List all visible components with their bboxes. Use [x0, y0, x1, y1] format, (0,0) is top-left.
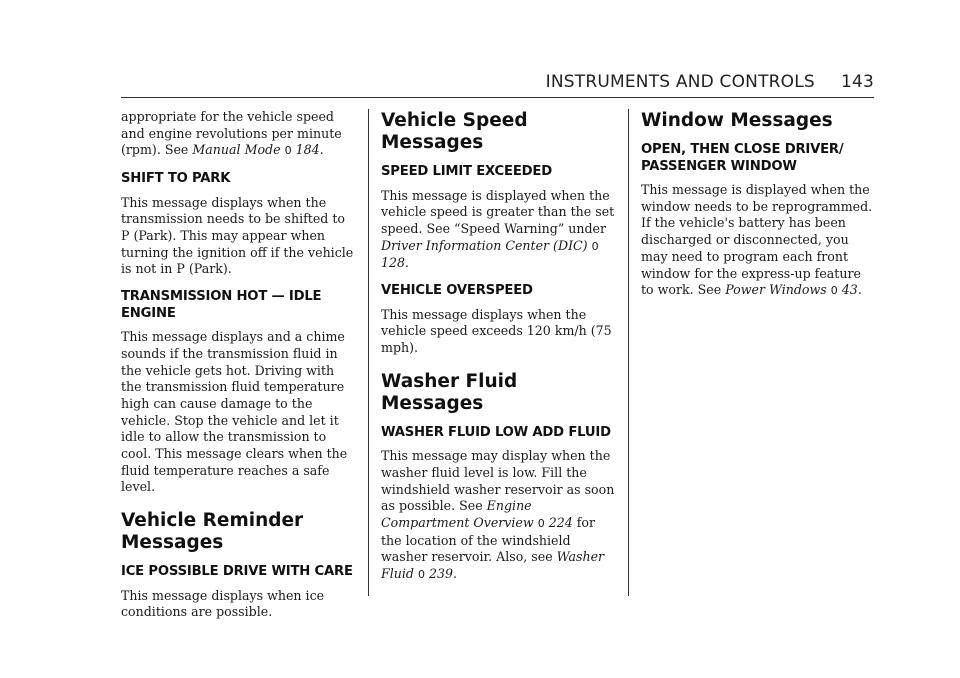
page-ref[interactable]: 224	[548, 514, 573, 530]
page-ref-arrow-icon: 0	[417, 568, 425, 582]
column-1	[121, 109, 357, 632]
shift-to-park-heading: SHIFT TO PARK	[121, 171, 231, 187]
washer-fluid-body: This message may display when the washer fluid level is low. Fill the windshield washer reservoir as soon as possible. See Engine Compartment Overview 0 224 for the location of the windshield washer reservoir. Also, see Washer Fluid 0 239.	[381, 448, 615, 582]
transmission-hot-body: This message displays and a chime sounds if the transmission fluid in the vehicle gets hot. Driving with the transmission fluid temperature high can cause damage to the vehicle. Stop the vehicle and let it idle to allow the transmission to cool. This message clears when the fluid temperature reaches a safe level.	[121, 329, 348, 495]
vehicle-overspeed-heading: VEHICLE OVERSPEED	[381, 283, 533, 299]
page-ref[interactable]: 184	[295, 142, 320, 158]
shift-to-park-body: This message displays when the transmission needs to be shifted to P (Park). This may appear when turning the ignition off if the vehicle is not in P (Park).	[121, 194, 354, 277]
page-ref[interactable]: 43	[841, 282, 858, 298]
page-header	[546, 72, 874, 92]
window-messages-title: Window Messages	[641, 110, 833, 131]
washer-fluid-link[interactable]: Washer Fluid	[381, 549, 605, 582]
transmission-hot-heading: TRANSMISSION HOT — IDLE ENGINE	[121, 289, 322, 321]
page-ref[interactable]: 239	[429, 566, 454, 582]
page-ref-arrow-icon: 0	[591, 239, 599, 253]
speed-limit-body: This message is displayed when the vehicle speed is greater than the set speed. See “Speed Warning” under Driver Information Center (DIC) 0 128.	[381, 187, 615, 271]
dic-link[interactable]: Driver Information Center (DIC)	[381, 237, 588, 253]
engine-compartment-link[interactable]: Engine Compartment Overview	[381, 498, 534, 530]
washer-fluid-title: Washer Fluid Messages	[381, 370, 518, 414]
vehicle-overspeed-body: This message displays when the vehicle speed exceeds 120 km/h (75 mph).	[381, 306, 612, 355]
open-close-window-heading: OPEN, THEN CLOSE DRIVER/ PASSENGER WINDOW	[641, 142, 844, 174]
ice-possible-body: This message displays when ice conditions are possible.	[121, 587, 325, 620]
section-title: INSTRUMENTS AND CONTROLS	[545, 72, 815, 92]
ice-possible-heading: ICE POSSIBLE DRIVE WITH CARE	[121, 564, 353, 580]
manual-mode-link[interactable]: Manual Mode	[192, 142, 281, 158]
page-ref[interactable]: 128	[381, 255, 406, 271]
column-3	[641, 109, 877, 311]
vehicle-speed-title: Vehicle Speed Messages	[381, 110, 528, 153]
header-rule	[121, 97, 874, 98]
page-ref-arrow-icon: 0	[830, 284, 838, 298]
column-divider	[628, 109, 629, 596]
vehicle-reminder-title: Vehicle Reminder Messages	[121, 510, 304, 554]
page-ref-arrow-icon: 0	[284, 144, 292, 158]
column-2	[381, 109, 617, 595]
column-divider	[368, 109, 369, 596]
open-close-window-body: This message is displayed when the window needs to be reprogrammed. If the vehicle's battery has been discharged or disconnected, you may need to program each front window for the express-up feature to work. See Power Windows 0 43.	[641, 182, 873, 298]
speed-limit-heading: SPEED LIMIT EXCEEDED	[381, 164, 552, 179]
page-number: 143	[840, 72, 874, 92]
intro-paragraph: appropriate for the vehicle speed and engine revolutions per minute (rpm). See Manual Mode 0 184.	[121, 109, 342, 158]
washer-fluid-heading: WASHER FLUID LOW ADD FLUID	[381, 424, 611, 440]
power-windows-link[interactable]: Power Windows	[725, 282, 827, 298]
page-ref-arrow-icon: 0	[537, 516, 545, 530]
